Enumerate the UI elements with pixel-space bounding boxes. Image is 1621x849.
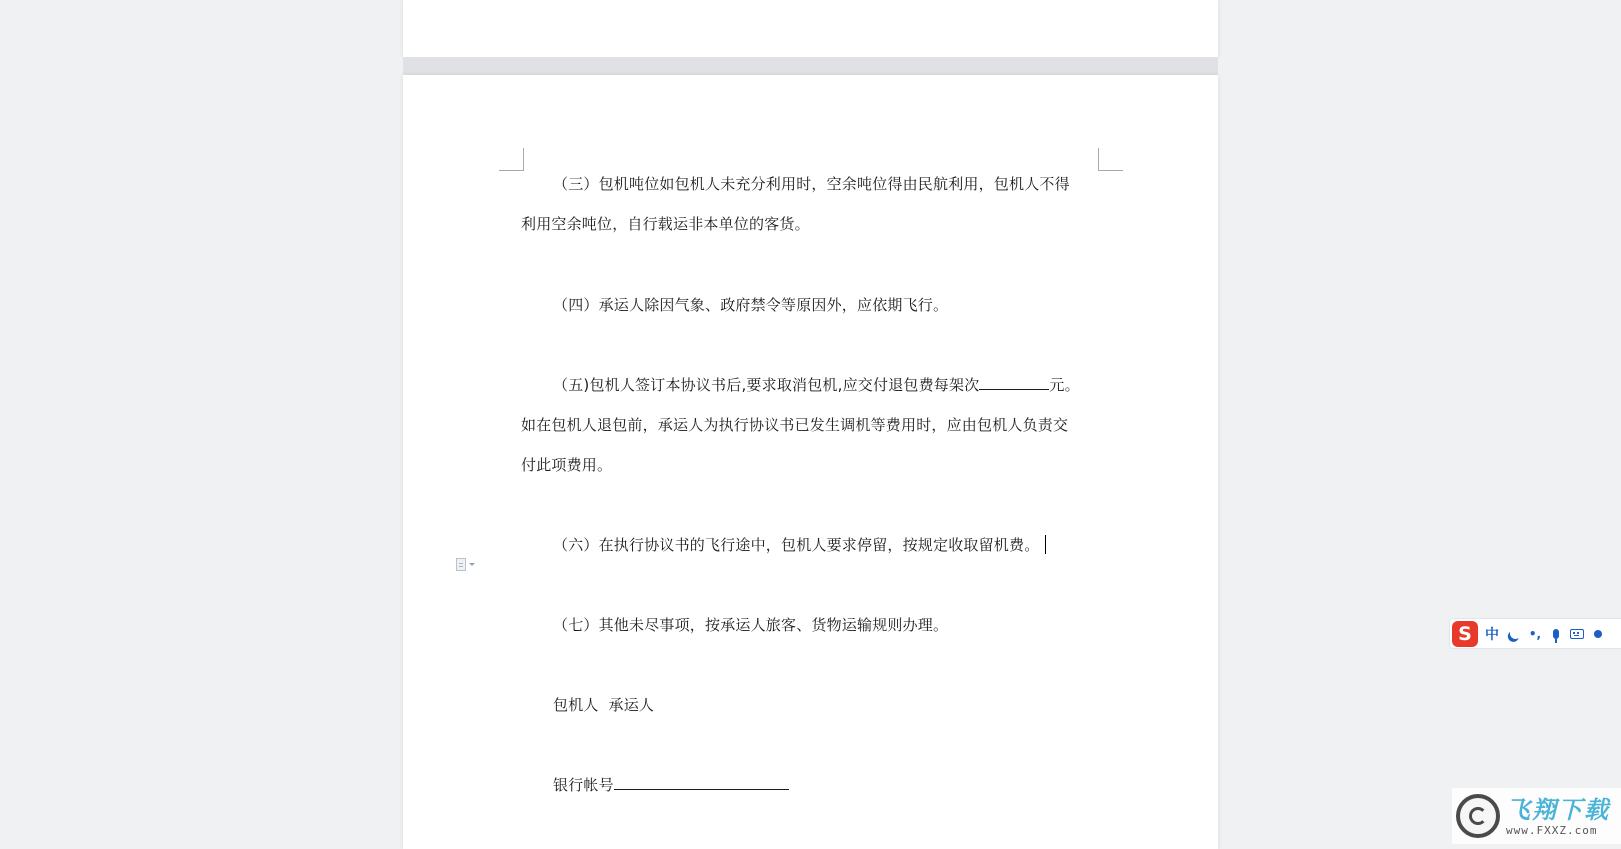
previous-page-bottom[interactable]: [403, 0, 1218, 57]
paragraph-text: （七）其他未尽事项，按承运人旅客、货物运输规则办理。: [553, 616, 949, 634]
microphone-icon: [1553, 629, 1559, 639]
half-width-toggle[interactable]: [1506, 625, 1521, 643]
punctuation-icon: •,: [1528, 626, 1542, 641]
paragraph-3-line-1[interactable]: [521, 164, 1133, 205]
page-separator: [403, 57, 1218, 75]
document-page[interactable]: [403, 75, 1218, 849]
watermark-title: 飞翔下载: [1506, 795, 1610, 824]
sogou-logo-icon[interactable]: S: [1452, 621, 1478, 647]
document-icon: [456, 558, 466, 571]
paragraph-5-line-2[interactable]: [521, 405, 1101, 446]
signature-line[interactable]: [521, 685, 1133, 726]
watermark-url: www.FXXZ.com: [1506, 823, 1598, 837]
paragraph-text: 元。: [1049, 376, 1080, 394]
paragraph-7[interactable]: [521, 605, 1133, 646]
half-width-moon-icon: [1508, 626, 1522, 640]
paragraph-text: （五)包机人签订本协议书后,要求取消包机,应交付退包费每架次: [553, 376, 980, 394]
input-mode-toggle[interactable]: 中: [1485, 626, 1499, 643]
paragraph-text: 如在包机人退包前，承运人为执行协议书已发生调机等费用时，应由包机人负责交: [521, 416, 1069, 434]
paragraph-text: （四）承运人除因气象、政府禁令等原因外，应依期飞行。: [553, 296, 949, 314]
voice-input-button[interactable]: [1549, 625, 1563, 643]
paragraph-text: 利用空余吨位，自行载运非本单位的客货。: [521, 215, 810, 233]
watermark-logo-icon: [1456, 794, 1500, 838]
paragraph-layout-handle[interactable]: [456, 556, 482, 572]
ime-toolbar[interactable]: [1449, 618, 1621, 649]
chevron-down-icon: [469, 563, 475, 566]
keyboard-icon: [1570, 629, 1584, 639]
paragraph-6[interactable]: [521, 525, 1133, 566]
paragraph-text: 包机人 承运人: [553, 696, 655, 714]
bank-account-line[interactable]: [521, 765, 1133, 806]
paragraph-4[interactable]: [521, 285, 1133, 326]
paragraph-text: （三）包机吨位如包机人未充分利用时，空余吨位得由民航利用，包机人不得: [553, 175, 1070, 193]
fee-blank-field[interactable]: [979, 375, 1049, 390]
site-watermark: [1452, 788, 1621, 844]
text-cursor: [1045, 535, 1046, 554]
paragraph-text: 银行帐号: [553, 776, 614, 794]
user-center-button[interactable]: [1591, 625, 1605, 643]
paragraph-5-line-1[interactable]: [521, 365, 1133, 406]
paragraph-text: （六）在执行协议书的飞行途中，包机人要求停留，按规定收取留机费。: [553, 536, 1040, 554]
bank-account-blank-field[interactable]: [614, 775, 789, 790]
paragraph-text: 付此项费用。: [521, 456, 613, 474]
paragraph-3-line-2[interactable]: [521, 204, 1101, 245]
punctuation-toggle[interactable]: [1528, 625, 1542, 643]
paragraph-5-line-3[interactable]: [521, 445, 1101, 486]
user-icon: [1594, 630, 1602, 638]
soft-keyboard-button[interactable]: [1570, 625, 1584, 643]
